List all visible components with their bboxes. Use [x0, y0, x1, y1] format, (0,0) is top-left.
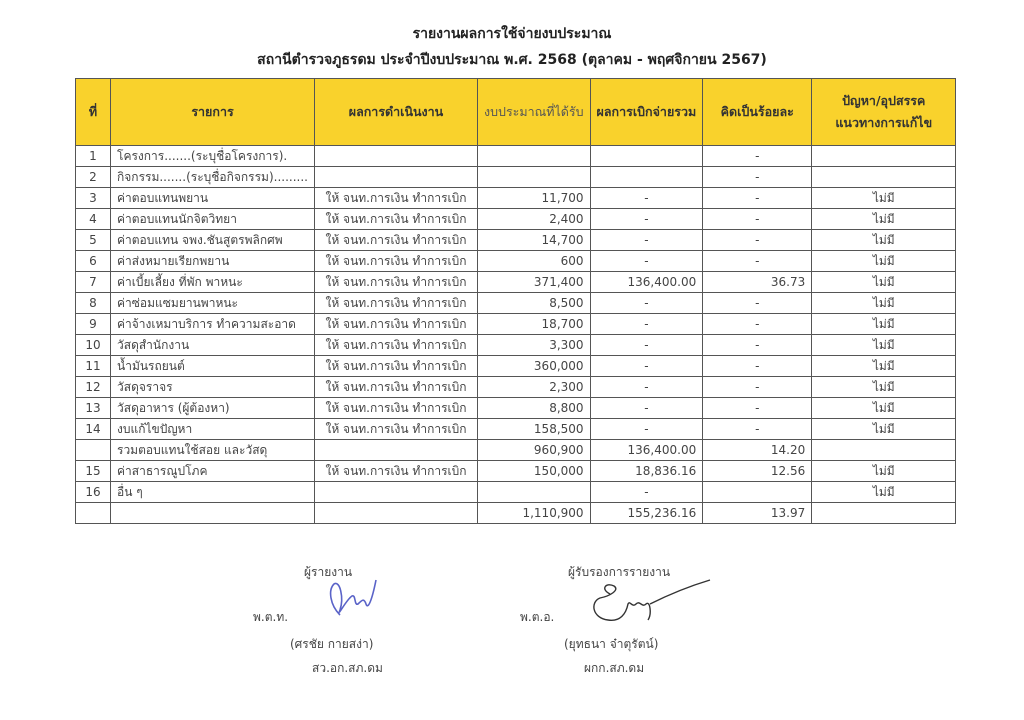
- cell-result: ให้ จนท.การเงิน ทำการเบิก: [314, 293, 477, 314]
- table-row: [76, 209, 956, 230]
- cell-item: ค่าเบี้ยเลี้ยง ที่พัก พาหนะ: [111, 272, 315, 293]
- cell-item: โครงการ.......(ระบุชื่อโครงการ).: [111, 146, 315, 167]
- cell-percent: -: [703, 293, 812, 314]
- cell-budget: [477, 482, 590, 503]
- cell-item: ค่าสาธารณูปโภค: [111, 461, 315, 482]
- report-title: รายงานผลการใช้จ่ายงบประมาณ: [412, 26, 612, 42]
- cell-disbursed: [590, 167, 703, 188]
- cell-result: [314, 167, 477, 188]
- certifier-role: ผู้รับรองการรายงาน: [568, 565, 671, 579]
- cell-issue: ไม่มี: [812, 251, 956, 272]
- cell-disbursed: 18,836.16: [590, 461, 703, 482]
- column-header-budget: งบประมาณที่ได้รับ: [477, 79, 590, 146]
- cell-percent: -: [703, 251, 812, 272]
- cell-budget: [477, 146, 590, 167]
- cell-disbursed: 155,236.16: [590, 503, 703, 524]
- cell-result: [314, 503, 477, 524]
- cell-percent: -: [703, 314, 812, 335]
- cell-no: 14: [76, 419, 111, 440]
- cell-result: ให้ จนท.การเงิน ทำการเบิก: [314, 398, 477, 419]
- cell-percent: -: [703, 209, 812, 230]
- cell-issue: [812, 440, 956, 461]
- table-row: [76, 461, 956, 482]
- cell-no: 5: [76, 230, 111, 251]
- cell-disbursed: -: [590, 230, 703, 251]
- cell-item: ค่าส่งหมายเรียกพยาน: [111, 251, 315, 272]
- report-subtitle: สถานีตำรวจภูธรดม ประจำปีงบประมาณ พ.ศ. 2568 (ตุลาคม - พฤศจิกายน 2567): [257, 52, 767, 68]
- cell-item: ค่าตอบแทน จพง.ชันสูตรพลิกศพ: [111, 230, 315, 251]
- cell-result: ให้ จนท.การเงิน ทำการเบิก: [314, 335, 477, 356]
- cell-disbursed: -: [590, 335, 703, 356]
- table-row: [76, 356, 956, 377]
- cell-no: 9: [76, 314, 111, 335]
- cell-budget: 960,900: [477, 440, 590, 461]
- cell-percent: -: [703, 377, 812, 398]
- cell-issue: ไม่มี: [812, 209, 956, 230]
- cell-no: 16: [76, 482, 111, 503]
- cell-budget: 8,500: [477, 293, 590, 314]
- cell-item: อื่น ๆ: [111, 482, 315, 503]
- cell-result: ให้ จนท.การเงิน ทำการเบิก: [314, 209, 477, 230]
- table-body: [76, 146, 956, 524]
- cell-budget: 371,400: [477, 272, 590, 293]
- table-row: [76, 293, 956, 314]
- cell-budget: 18,700: [477, 314, 590, 335]
- cell-issue: ไม่มี: [812, 335, 956, 356]
- column-header-issue-line2: แนวทางการแก้ไข: [835, 115, 933, 130]
- table-row: [76, 503, 956, 524]
- cell-disbursed: 136,400.00: [590, 272, 703, 293]
- cell-no: 6: [76, 251, 111, 272]
- reporter-signature-icon: [310, 570, 390, 630]
- cell-issue: ไม่มี: [812, 482, 956, 503]
- cell-disbursed: -: [590, 314, 703, 335]
- cell-budget: 1,110,900: [477, 503, 590, 524]
- cell-issue: ไม่มี: [812, 188, 956, 209]
- cell-disbursed: -: [590, 188, 703, 209]
- cell-issue: ไม่มี: [812, 377, 956, 398]
- cell-issue: ไม่มี: [812, 272, 956, 293]
- cell-percent: -: [703, 146, 812, 167]
- cell-disbursed: -: [590, 293, 703, 314]
- cell-no: [76, 440, 111, 461]
- cell-issue: ไม่มี: [812, 314, 956, 335]
- cell-no: 13: [76, 398, 111, 419]
- cell-disbursed: -: [590, 356, 703, 377]
- table-row: [76, 314, 956, 335]
- cell-disbursed: -: [590, 377, 703, 398]
- table-row: [76, 377, 956, 398]
- cell-disbursed: -: [590, 398, 703, 419]
- cell-item: ค่าตอบแทนพยาน: [111, 188, 315, 209]
- cell-issue: ไม่มี: [812, 419, 956, 440]
- cell-issue: ไม่มี: [812, 461, 956, 482]
- table-row: [76, 146, 956, 167]
- table-row: [76, 167, 956, 188]
- table-header-row: [76, 79, 956, 146]
- cell-result: ให้ จนท.การเงิน ทำการเบิก: [314, 377, 477, 398]
- certifier-signature-block: [520, 560, 740, 680]
- cell-item: กิจกรรม.......(ระบุชื่อกิจกรรม).........: [111, 167, 315, 188]
- budget-report-table: [75, 78, 956, 524]
- table-row: [76, 230, 956, 251]
- cell-budget: 8,800: [477, 398, 590, 419]
- cell-item: [111, 503, 315, 524]
- cell-no: 1: [76, 146, 111, 167]
- cell-no: 3: [76, 188, 111, 209]
- cell-item: วัสดุอาหาร (ผู้ต้องหา): [111, 398, 315, 419]
- cell-result: ให้ จนท.การเงิน ทำการเบิก: [314, 356, 477, 377]
- cell-result: ให้ จนท.การเงิน ทำการเบิก: [314, 230, 477, 251]
- column-header-result: ผลการดำเนินงาน: [314, 79, 477, 146]
- cell-percent: [703, 482, 812, 503]
- cell-issue: [812, 146, 956, 167]
- reporter-role: ผู้รายงาน: [304, 565, 353, 579]
- reporter-position: สว.อก.สภ.ดม: [312, 661, 383, 675]
- cell-percent: -: [703, 419, 812, 440]
- cell-percent: 36.73: [703, 272, 812, 293]
- cell-no: 10: [76, 335, 111, 356]
- cell-issue: ไม่มี: [812, 356, 956, 377]
- table-row: [76, 482, 956, 503]
- cell-issue: ไม่มี: [812, 293, 956, 314]
- table-row: [76, 251, 956, 272]
- cell-budget: 600: [477, 251, 590, 272]
- cell-percent: -: [703, 335, 812, 356]
- cell-budget: 11,700: [477, 188, 590, 209]
- cell-item: ค่าจ้างเหมาบริการ ทำความสะอาด: [111, 314, 315, 335]
- cell-percent: 13.97: [703, 503, 812, 524]
- cell-no: 15: [76, 461, 111, 482]
- column-header-percent: คิดเป็นร้อยละ: [703, 79, 812, 146]
- cell-disbursed: 136,400.00: [590, 440, 703, 461]
- cell-issue: [812, 503, 956, 524]
- cell-budget: 2,300: [477, 377, 590, 398]
- table-row: [76, 188, 956, 209]
- column-header-issue: [812, 79, 956, 146]
- cell-result: ให้ จนท.การเงิน ทำการเบิก: [314, 188, 477, 209]
- cell-budget: 150,000: [477, 461, 590, 482]
- cell-result: [314, 146, 477, 167]
- certifier-name: (ยุทธนา จ๋าตุรัตน์): [564, 637, 659, 651]
- cell-disbursed: -: [590, 482, 703, 503]
- cell-result: ให้ จนท.การเงิน ทำการเบิก: [314, 314, 477, 335]
- column-header-issue-line1: ปัญหา/อุปสรรค: [842, 93, 926, 108]
- cell-budget: 14,700: [477, 230, 590, 251]
- reporter-name: (ศรชัย กายสง่า): [290, 637, 374, 651]
- table-row: [76, 419, 956, 440]
- cell-no: [76, 503, 111, 524]
- cell-item: ค่าตอบแทนนักจิตวิทยา: [111, 209, 315, 230]
- cell-budget: 2,400: [477, 209, 590, 230]
- cell-no: 4: [76, 209, 111, 230]
- column-header-item: รายการ: [111, 79, 315, 146]
- certifier-signature-icon: [570, 574, 720, 634]
- cell-percent: -: [703, 230, 812, 251]
- cell-item: รวมตอบแทนใช้สอย และวัสดุ: [111, 440, 315, 461]
- cell-disbursed: -: [590, 209, 703, 230]
- certifier-position: ผกก.สภ.ดม: [584, 661, 645, 675]
- cell-disbursed: -: [590, 251, 703, 272]
- cell-percent: 14.20: [703, 440, 812, 461]
- cell-no: 12: [76, 377, 111, 398]
- cell-issue: ไม่มี: [812, 398, 956, 419]
- cell-budget: [477, 167, 590, 188]
- cell-result: ให้ จนท.การเงิน ทำการเบิก: [314, 251, 477, 272]
- cell-disbursed: [590, 146, 703, 167]
- cell-budget: 3,300: [477, 335, 590, 356]
- cell-no: 2: [76, 167, 111, 188]
- cell-item: ค่าซ่อมแซมยานพาหนะ: [111, 293, 315, 314]
- table-row: [76, 335, 956, 356]
- cell-budget: 158,500: [477, 419, 590, 440]
- table-row: [76, 272, 956, 293]
- reporter-signature-block: [250, 560, 450, 680]
- cell-issue: [812, 167, 956, 188]
- cell-result: [314, 482, 477, 503]
- cell-item: งบแก้ไขปัญหา: [111, 419, 315, 440]
- cell-result: [314, 440, 477, 461]
- cell-no: 8: [76, 293, 111, 314]
- cell-item: วัสดุจราจร: [111, 377, 315, 398]
- cell-result: ให้ จนท.การเงิน ทำการเบิก: [314, 272, 477, 293]
- cell-percent: -: [703, 188, 812, 209]
- cell-issue: ไม่มี: [812, 230, 956, 251]
- cell-disbursed: -: [590, 419, 703, 440]
- cell-no: 11: [76, 356, 111, 377]
- cell-no: 7: [76, 272, 111, 293]
- reporter-rank: พ.ต.ท.: [253, 610, 289, 624]
- cell-result: ให้ จนท.การเงิน ทำการเบิก: [314, 461, 477, 482]
- table-row: [76, 440, 956, 461]
- cell-percent: 12.56: [703, 461, 812, 482]
- cell-percent: -: [703, 356, 812, 377]
- column-header-disbursed: ผลการเบิกจ่ายรวม: [590, 79, 703, 146]
- certifier-rank: พ.ต.อ.: [520, 610, 555, 624]
- cell-percent: -: [703, 398, 812, 419]
- cell-budget: 360,000: [477, 356, 590, 377]
- cell-percent: -: [703, 167, 812, 188]
- cell-item: วัสดุสำนักงาน: [111, 335, 315, 356]
- cell-result: ให้ จนท.การเงิน ทำการเบิก: [314, 419, 477, 440]
- column-header-no: ที่: [76, 79, 111, 146]
- table-row: [76, 398, 956, 419]
- cell-item: น้ำมันรถยนต์: [111, 356, 315, 377]
